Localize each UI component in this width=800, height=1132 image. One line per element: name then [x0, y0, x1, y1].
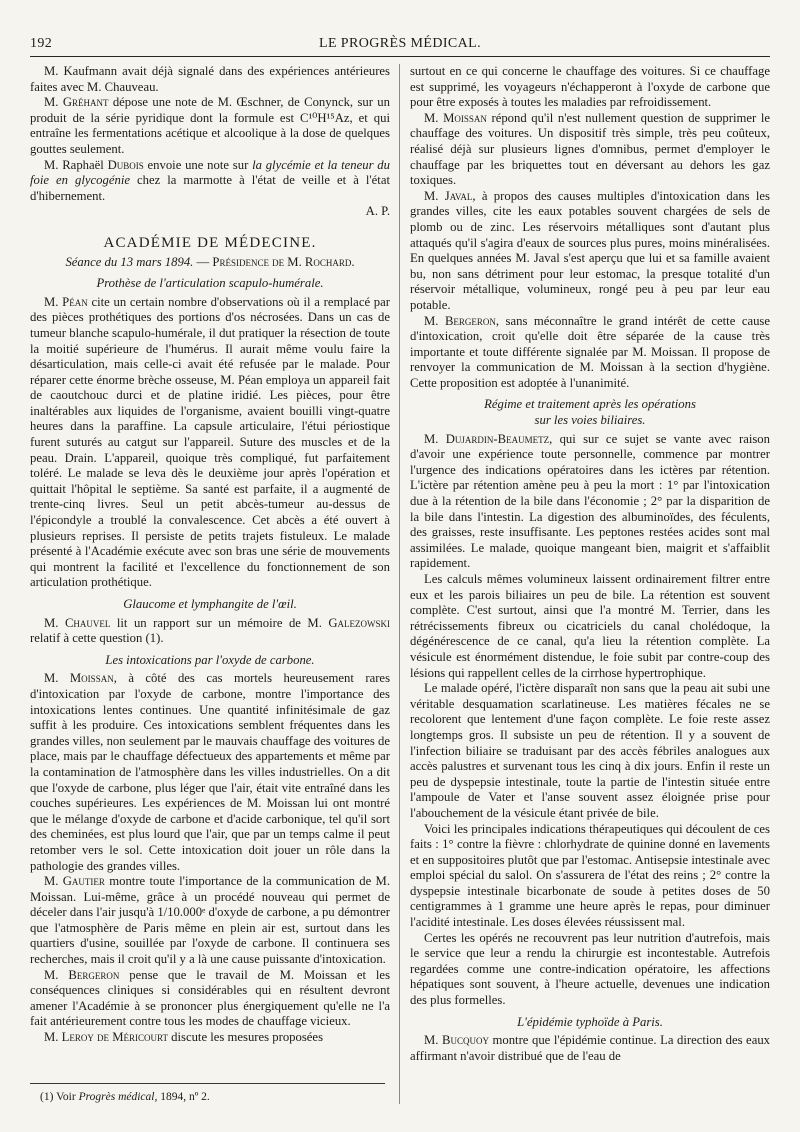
- subheading: L'épidémie typhoïde à Paris.: [517, 1014, 663, 1029]
- subheading: Prothèse de l'articulation scapulo-humérale.: [96, 276, 324, 291]
- subheading: Régime et traitement après les opérations sur les voies biliaires.: [484, 397, 696, 428]
- header-rule: [30, 56, 770, 57]
- author-name: Chauvel: [64, 615, 111, 630]
- paragraph-javal: M. Javal, à propos des causes multiples d'intoxication dans les grandes villes, cite les eaux potables souvent chargées de sels de plomb ou de zinc. Les réservoirs métalliques sont d'autant plus attaqués qu'il s'agira d'eaux de sources plus pures, moins minéralisées. En quelques années M. Javal s'est aperçu que lui et sa famille avaient bu, non sans détriment pour leur estomac, la presque totalité d'un réservoir métallique, volumineux, rongé peu à peu par leur eau potable.: [410, 188, 770, 312]
- seance-line: Séance du 13 mars 1894. — Présidence de M. Rochard.: [65, 254, 355, 269]
- paragraph-calculs: Les calculs mêmes volumineux laissent ordinairement filtrer entre eux et les parois biliaires un peu de bile. La rétention est souvent complète. C'est surtout, ainsi que l'a montré M. Terrier, dans les rétrécissements fibreux ou cicatriciels du canal cholédoque, la dégénérescence de ce canal, qu'a lieu la rétention complète. La vésicule est énormément distendue, le foie subit par contre-coup des lésions qui rappellent celles de la cirrhose hypertrophique.: [410, 572, 770, 680]
- paragraph-dujardin: M. Dujardin-Beaumetz, qui sur ce sujet se vante avec raison d'avoir une expérience toute personnelle, commence par montrer l'urgence des indications opératoires dans les ictères par rétention. L'ictère par rétention amène peu à peu la mort : 1° par l'intoxication due à la rétention de la bile dans l'économie ; 2° par la disparition de la bile dans l'intestin. La digestion des albuminoïdes, des féculents, des graisses, reste insuffisante. Les peptones restées acides sont mal assimilées. Le malade, quoique mangeant bien, maigrit et s'affaiblit rapidement.: [410, 431, 770, 571]
- paragraph-chauvel: M. Chauvel lit un rapport sur un mémoire de M. Galezowski relatif à cette question (1).: [30, 615, 390, 646]
- section-title: ACADÉMIE DE MÉDECINE.: [103, 234, 317, 251]
- author-name: Péan: [62, 294, 88, 309]
- author-name: Dubois: [107, 157, 144, 172]
- subheading: Glaucome et lymphangite de l'œil.: [123, 597, 297, 611]
- author-name: Dujardin-Beaumetz: [445, 431, 550, 446]
- paragraph-moissan: M. Moissan, à côté des cas mortels heureusement rares d'intoxication par l'oxyde de carbone, montre l'importance des intoxications lentes continues. Une quantité infinitésimale de gaz suffit à les produire. Ces intoxications semblent fréquentes dans les grandes villes, non seulement par le mauvais chauffage des voitures de place, mais par le chauffage défectueux des appartements et même par la contamination de l'atmosphère dans les villes industrielles. On a dit que l'oxyde de carbone, plus léger que l'air, était vite entraîné dans les couches supérieures. Les expériences de M. Moissan lui ont montré que le mélange d'oxyde de carbone et d'acide carbonique, tel qu'il sort des cheminées, est plus lourd que l'air, que par un temps calme il peut retomber vers le sol. Cette intoxication doit jouer un rôle dans la pathologie des grandes villes.: [30, 671, 390, 873]
- author-name: Galezowski: [328, 615, 390, 630]
- footnote: (1) Voir Progrès médical, 1894, nº 2.: [40, 1091, 210, 1103]
- subheading: Les intoxications par l'oxyde de carbone.: [105, 652, 315, 667]
- paragraph-leroy: M. Leroy de Méricourt discute les mesures proposées: [44, 1030, 324, 1045]
- author-name: Javal: [444, 188, 473, 203]
- paragraph-continuation: surtout en ce qui concerne le chauffage des voitures. Si ce chauffage est supprimé, les voyageurs n'échapperont à l'oxyde de carbone que pour être exposés à toutes les maladies par refroidissement.: [410, 64, 770, 110]
- signoff: A. P.: [365, 204, 390, 219]
- paragraph-gautier: M. Gautier montre toute l'importance de la communication de M. Moissan. Lui-même, grâce à un procédé nouveau qui permet de déceler dans l'air jusqu'à 1/10.000ᵉ d'oxyde de carbone, a pu démontrer que l'atmosphère de Paris même en plein air est, surtout dans les quartiers d'usine, souillée par l'oxyde de carbone. Il continuera ses recherches, mais il croit qu'il y a là une cause puissante d'intoxication.: [30, 874, 390, 967]
- paragraph-bergeron-2: M. Bergeron, sans méconnaître le grand intérêt de cette cause d'intoxication, croit qu'elle doit être séparée de la cause très importante et toute différente signalée par M. Moissan. Il propose de renvoyer la communication de M. Moissan à la section d'hygiène. Cette proposition est adoptée à l'unanimité.: [410, 313, 770, 390]
- author-name: Bergeron: [444, 313, 496, 328]
- author-name: Moissan: [443, 110, 487, 125]
- note-title: la glycémie et la teneur du foie en glycogénie: [30, 157, 390, 188]
- paragraph-grehant: M. Gréhant dépose une note de M. Œschner, de Conynck, sur un produit de la série pyridique dont la formule est C¹⁰H¹⁵Az, et qui entraîne les fermentations acétique et alcoolique à la dose de quelques gouttes seulement.: [30, 95, 390, 156]
- author-name: Bucquoy: [442, 1033, 489, 1048]
- paragraph-malade-opere: Le malade opéré, l'ictère disparaît non sans que la peau ait subi une véritable desquamation scarlatineuse. Les matières fécales ne se recolorent que lentement d'une façon complète. Le foie reste assez longtemps gros. Il subsiste un peu de rétention. Il y a souvent de l'infection biliaire se traduisant par des accès fébriles analogues aux accès palustres et survenant tous les cinq à dix jours. Enfin il reste un peu de dyspepsie intestinale, toute la partie de l'intestin située entre l'ampoule de Vater et l'anse souvent assez éloignée prise pour l'abouchement de la vésicule étant privée de bile.: [410, 681, 770, 820]
- running-head: [30, 28, 770, 52]
- paragraph-bergeron: M. Bergeron pense que le travail de M. Moissan et les conséquences cliniques si considérables qui en résultent devront amener l'Académie à se prononcer plus énergiquement qu'elle ne l'a fait antérieurement contre tous les modes de chauffage vicieux.: [30, 967, 390, 1029]
- paragraph-dubois: M. Raphaël Dubois envoie une note sur la glycémie et la teneur du foie en glycogénie chez la marmotte à l'état de veille et à l'état d'hibernement. A. P.: [30, 157, 390, 219]
- paragraph-pean: M. Péan cite un certain nombre d'observations où il a remplacé par des pièces prothétiques des portions d'os nécrosées. Dans un cas de tumeur blanche scapulo-humérale, il dut pratiquer la résection de toute la moitié supérieure de l'humérus. Il aurait même voulu faire la désarticulation, mais celle-ci avait été refusée par le malade. Pour réparer cette énorme brèche osseuse, M. Péan employa un appareil fait de caoutchouc durci et de platine iridié. Les pièces, pour être inaltérables aux liquides de l'organisme, avaient bouilli vingt-quatre heures dans la paraffine. La capsule articulaire, l'étui périostique furent suturés au catgut sur l'appareil. Suture des muscles et de la peau. Drain. L'appareil, quoique très compliqué, fut parfaitement toléré. Le malade se leva dès le deuxième jour après l'opération et quittait l'hôpital le septième. Sa santé est parfaite, il a augmenté de trente-cinq livres. Seul un petit abcès-tumeur au-dessus de l'épicondyle a troublé la convalescence. Cet abcès a été ouvert à plusieurs reprises. Il persiste de petits trajets fistuleux. Le malade présenté à l'Académie exécute avec son bras une série de mouvements qui montrent la facilité et l'excellence du fonctionnement de son articulation prothétique.: [30, 294, 390, 590]
- paragraph-bucquoy: M. Bucquoy montre que l'épidémie continue. La direction des eaux affirmant n'avoir distribué que de l'eau de: [410, 1033, 770, 1063]
- paragraph-certes: Certes les opérés ne recouvrent pas leur nutrition d'autrefois, mais le service que leur a rendu la chirurgie est incontestable. Autrefois regardées comme une contre-indication opératoire, les affections hépatiques sont souvent, à l'heure actuelle, devenues une indication des plus formelles.: [410, 930, 770, 1008]
- journal-title: LE PROGRÈS MÉDICAL.: [319, 36, 481, 51]
- paragraph-moissan-reply: M. Moissan répond qu'il n'est nullement question de supprimer le chauffage des voitures. Un dispositif très simple, très peu coûteux, réalisé déjà sur plusieurs lignes d'omnibus, permet d'employer le chauffage par les briquettes tout en déversant au dehors les gaz toxiques.: [410, 110, 770, 188]
- author-name: Bergeron: [68, 967, 120, 982]
- author-name: Moissan: [69, 671, 114, 686]
- footnote-rule: [30, 1083, 385, 1084]
- column-divider: [399, 64, 400, 1104]
- left-column: [30, 64, 390, 1104]
- author-name: Leroy de Méricourt: [61, 1030, 168, 1045]
- page-number: 192: [30, 36, 53, 51]
- paragraph-kaufmann: M. Kaufmann avait déjà signalé dans des expériences antérieures faites avec M. Chauveau.: [30, 64, 390, 94]
- paragraph-indications: Voici les principales indications thérapeutiques qui découlent de ces faits : 1° contre la fièvre : chlorhydrate de quinine donné en lavements et en suppositoires plutôt que par l'estomac. Antisepsie intestinale avec emploi spécial du salol. On s'assurera de l'état des reins ; 2° contre la dyspepsie intestinale bicarbonate de soude à petites doses de 50 centigrammes à 1 gramme une heure après le repas, pour diminuer l'acidité intestinale. Les doses élevées réussissent mal.: [410, 821, 770, 930]
- author-name: Gautier: [62, 874, 105, 889]
- right-column: [410, 64, 770, 1104]
- author-name: Gréhant: [62, 95, 109, 110]
